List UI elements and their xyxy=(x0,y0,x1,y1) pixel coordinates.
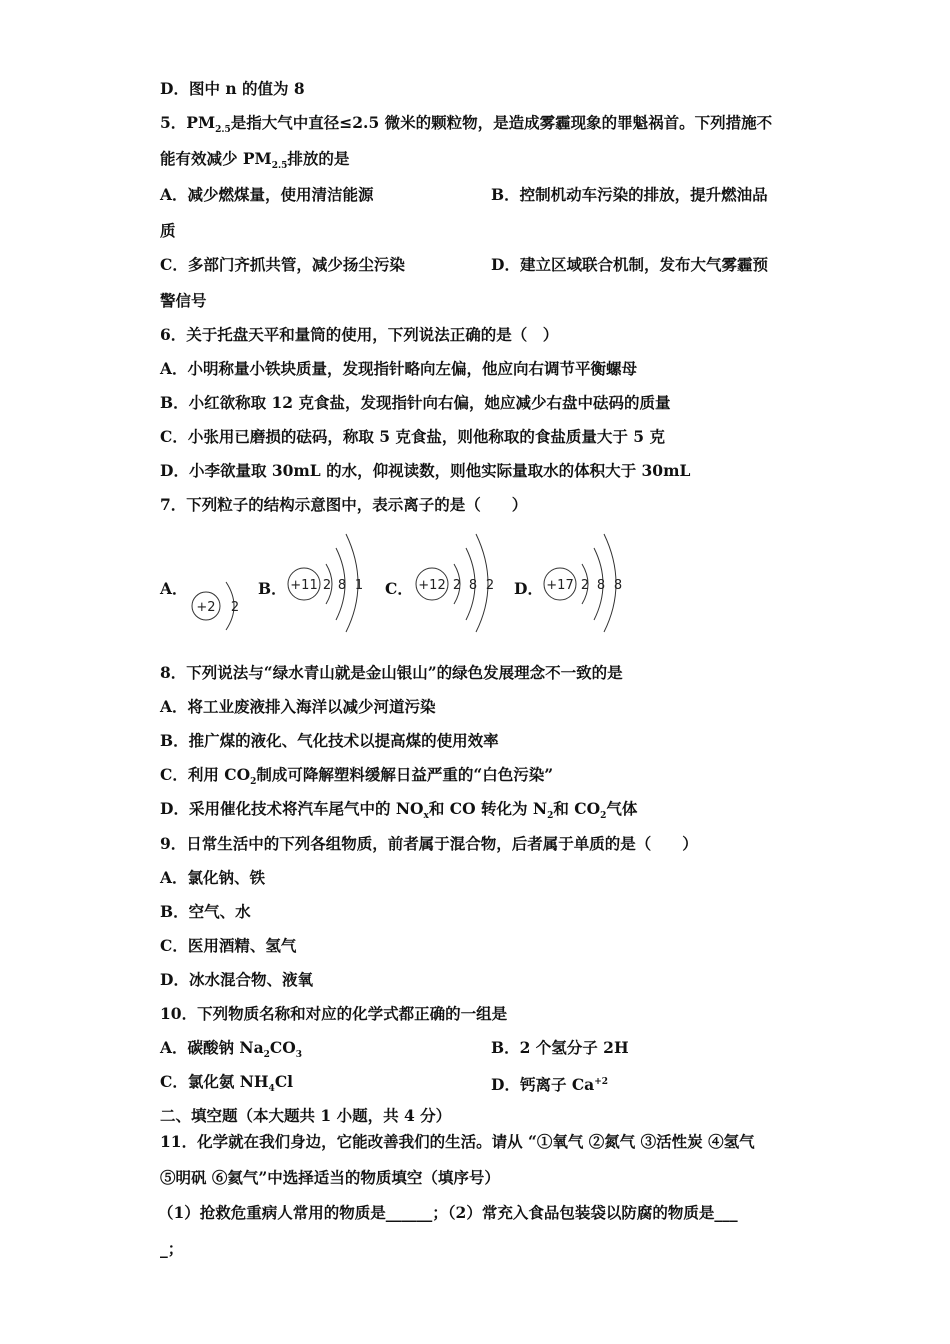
q4-option-d: D．图中 n 的值为 8 xyxy=(160,79,305,98)
q7-label-c: C． xyxy=(385,579,413,598)
q7-atom-d-shell-2: 8 xyxy=(596,578,606,593)
q5-option-a: A．减少燃煤量，使用清洁能源 xyxy=(160,185,374,204)
q11-part-1-cont: _； xyxy=(160,1239,184,1258)
q7-atom-c-diagram xyxy=(412,528,500,636)
q7-atom-b-shell-3: 1 xyxy=(354,578,364,593)
q10-option-a: A．碳酸钠 $Na_2CO_3$ xyxy=(160,1038,303,1061)
q7-atom-b-diagram xyxy=(284,528,368,636)
q6-stem: 6．关于托盘天平和量筒的使用，下列说法正确的是（ ） xyxy=(160,325,559,344)
q10-option-d: D．钙离子 $Ca^{+2}$ xyxy=(491,1075,609,1095)
q8-option-c: C．利用 $CO_2$制成可降解塑料缓解日益严重的“白色污染” xyxy=(160,765,554,788)
q5-option-b: B．控制机动车污染的排放，提升燃油品 xyxy=(491,185,768,204)
q9-stem: 9．日常生活中的下列各组物质，前者属于混合物，后者属于单质的是（ ） xyxy=(160,834,698,853)
q7-label-a: A． xyxy=(160,579,188,598)
q11-part-1: （1）抢救危重病人常用的物质是______；（2）常充入食品包装袋以防腐的物质是___ xyxy=(158,1203,738,1222)
q8-option-a: A．将工业废液排入海洋以减少河道污染 xyxy=(160,697,436,716)
q6-option-c: C．小张用已磨损的砝码，称取 5 克食盐，则他称取的食盐质量大于 5 克 xyxy=(160,427,665,446)
q10-option-b: B．2 个氢分子 2H xyxy=(491,1038,629,1057)
q5-option-c: C．多部门齐抓共管，减少扬尘污染 xyxy=(160,255,405,274)
q7-atom-a-shell-1: 2 xyxy=(230,600,240,615)
q5-option-d: D．建立区域联合机制，发布大气雾霾预 xyxy=(491,255,768,274)
q9-option-a: A．氯化钠、铁 xyxy=(160,868,266,887)
q7-atom-d-nucleus: +17 xyxy=(546,578,574,593)
q7-atom-c-shell-1: 2 xyxy=(452,578,462,593)
q6-option-b: B．小红欲称取 12 克食盐，发现指针向右偏，她应减少右盘中砝码的质量 xyxy=(160,393,671,412)
q7-atom-d-shell-1: 2 xyxy=(580,578,590,593)
q10-stem: 10．下列物质名称和对应的化学式都正确的一组是 xyxy=(160,1004,508,1023)
q9-option-d: D．冰水混合物、液氧 xyxy=(160,970,313,989)
q7-atom-c-shell-2: 8 xyxy=(468,578,478,593)
q9-option-b: B．空气、水 xyxy=(160,902,251,921)
q6-option-a: A．小明称量小铁块质量，发现指针略向左偏，他应向右调节平衡螺母 xyxy=(160,359,638,378)
q7-atom-b-shell-2: 8 xyxy=(337,578,347,593)
q6-option-d: D．小李欲量取 30mL 的水，仰视读数，则他实际量取水的体积大于 30mL xyxy=(160,461,691,480)
q5-option-d-cont: 警信号 xyxy=(160,291,207,310)
q11-stem-cont: ⑤明矾 ⑥氦气”中选择适当的物质填空（填序号） xyxy=(160,1168,500,1187)
q7-label-d: D． xyxy=(514,579,543,598)
q8-stem: 8．下列说法与“绿水青山就是金山银山”的绿色发展理念不一致的是 xyxy=(160,663,623,682)
q5-option-b-cont: 质 xyxy=(160,221,176,240)
q7-atom-d-diagram xyxy=(540,528,628,636)
q7-atom-a-diagram xyxy=(186,572,242,636)
q5-stem: 5．$PM_{2.5}$是指大气中直径≤2.5 微米的颗粒物，是造成雾霾现象的罪魁祸首。下列措施不 xyxy=(160,113,773,136)
q5-stem-cont: 能有效减少 $PM_{2.5}$排放的是 xyxy=(160,149,350,172)
q11-stem: 11．化学就在我们身边，它能改善我们的生活。请从 “①氧气 ②氮气 ③活性炭 ④氢气 xyxy=(160,1132,755,1151)
q7-atom-b-shell-1: 2 xyxy=(322,578,332,593)
q7-atom-b-nucleus: +11 xyxy=(290,578,318,593)
q9-option-c: C．医用酒精、氢气 xyxy=(160,936,297,955)
section-title: 二、填空题（本大题共 1 小题，共 4 分） xyxy=(160,1106,452,1125)
q10-option-c: C．氯化氨 $NH_4Cl$ xyxy=(160,1072,294,1095)
q7-label-b: B． xyxy=(258,579,287,598)
q7-stem: 7．下列粒子的结构示意图中，表示离子的是（ ） xyxy=(160,495,528,514)
q7-atom-d-shell-3: 8 xyxy=(613,578,623,593)
q8-option-d: D．采用催化技术将汽车尾气中的 $NO_x$和 CO 转化为 $N_2$和 $CO_2$气体 xyxy=(160,799,638,822)
q7-atom-c-shell-3: 2 xyxy=(485,578,495,593)
q7-atom-c-nucleus: +12 xyxy=(418,578,446,593)
q8-option-b: B．推广煤的液化、气化技术以提高煤的使用效率 xyxy=(160,731,499,750)
q7-atom-a-nucleus: +2 xyxy=(196,600,216,615)
